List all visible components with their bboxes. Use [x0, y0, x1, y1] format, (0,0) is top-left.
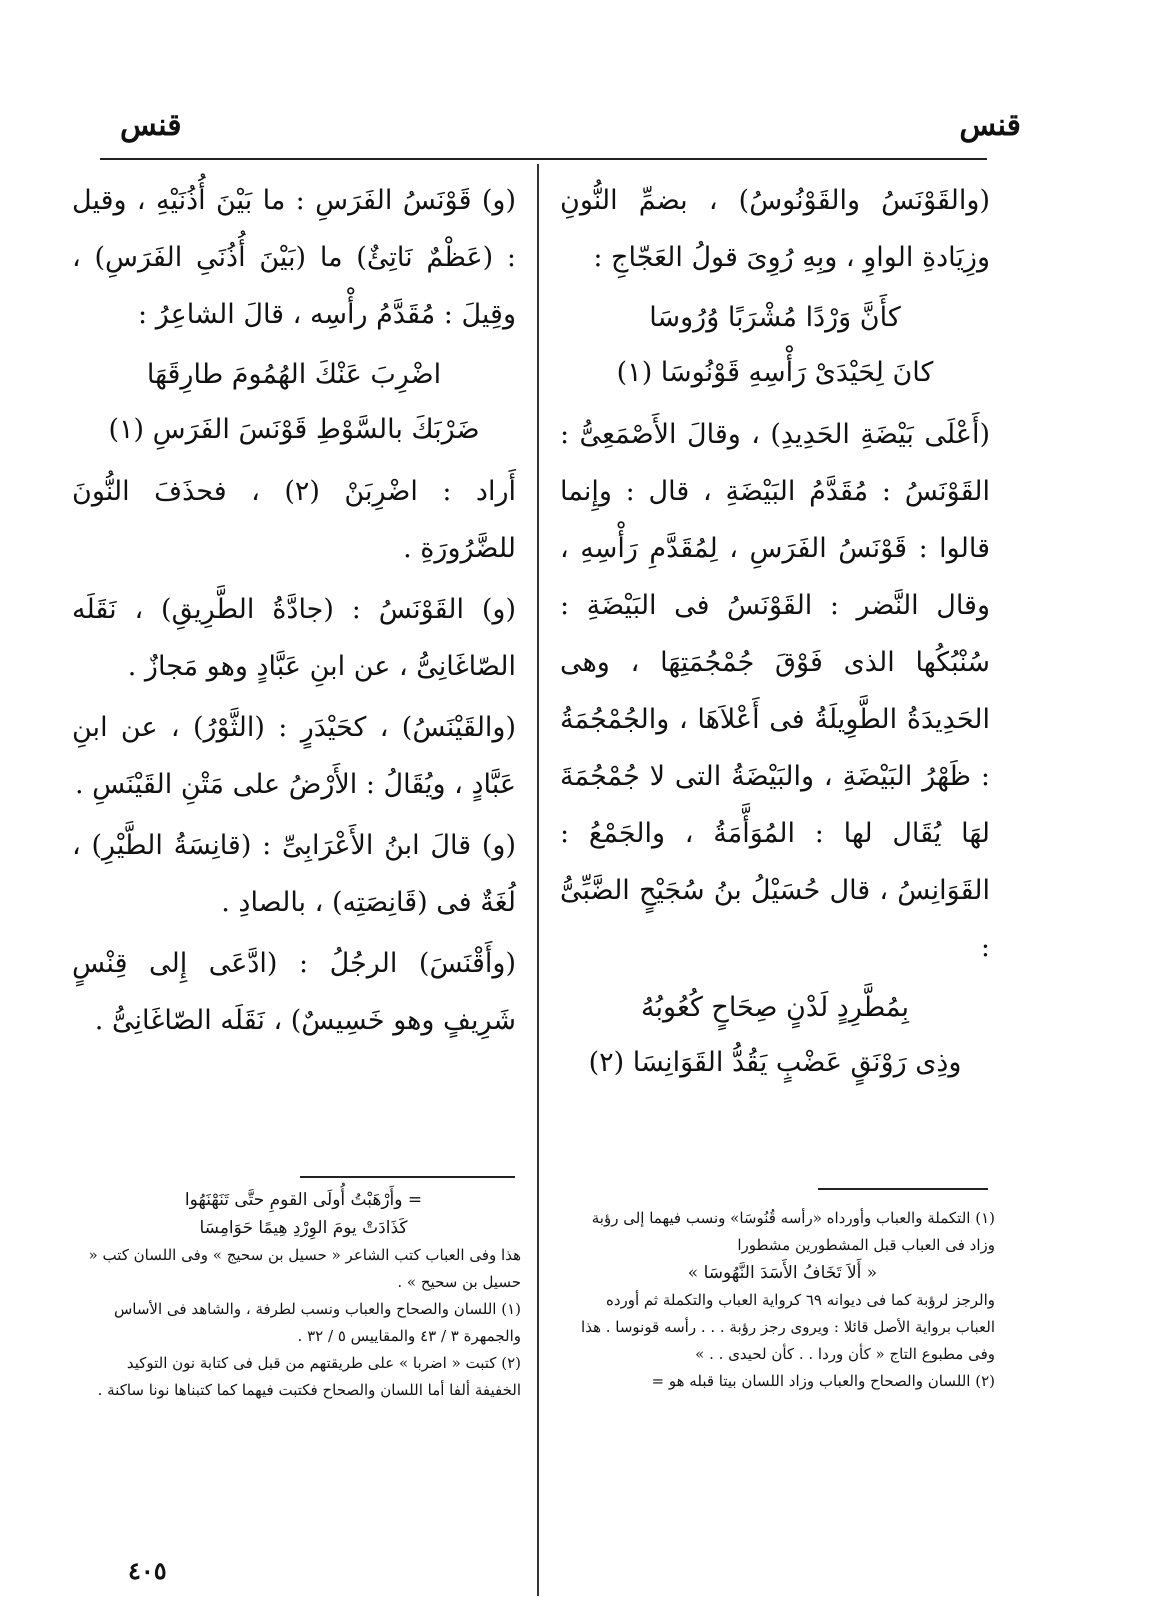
entry-road: (و) القَوْنَسُ : (جادَّةُ الطَّرِيقِ) ، نَقَلَه الصّاغَانِىُّ ، عن ابنِ عَبَّادٍ وهو مَجازٌ .: [72, 594, 516, 682]
page-number: ٤٠٥: [128, 1556, 167, 1585]
running-head-left: قنس: [120, 108, 182, 143]
header-rule: [100, 158, 987, 160]
footnote-poem-line: = وأَرْهَبْتُ أُولَى القومِ حتَّى تَنَهْنَهُوا: [184, 1190, 423, 1210]
entry-qawnas-qawnus: (والقَوْنَسُ والقَوْنُوسُ) ، بضمِّ النُّونِ وزِيَادةِ الواوِ ، وبِهِ رُوِىَ قولُ العَجّاجِ :: [560, 185, 990, 273]
entry-qaynas: (والقَيْنَسُ) ، كحَيْدَرٍ : (الثَّوْرُ) ، عن ابنِ عَبَّادٍ ، ويُقَالُ : الأَرْضُ على مَتْنِ القَيْنَسِ .: [72, 712, 516, 800]
verse-poet: [72, 347, 516, 457]
verse-hemistich: كانَ لِحَيْدَىْ رَأْسِهِ قَوْنُوسَا (١): [616, 357, 934, 388]
running-head-right: قنس: [959, 108, 1021, 143]
footnote-rule-left: [300, 1176, 515, 1178]
verse-hemistich: ضَرْبَكَ بالسَّوْطِ قَوْنَسَ الفَرَسِ (١): [108, 414, 480, 445]
footnote-2: (٢) اللسان والصحاح والعباب وزاد اللسان بيتا قبله هو =: [651, 1372, 995, 1390]
footnote-1: (١) التكملة والعباب وأورداه «رأسه قُنُوسَا» ونسب فيهما إلى رؤبة وزاد فى العباب قبل المشطورين مشطورا: [591, 1209, 995, 1254]
left-column: [72, 172, 516, 1053]
verse-hemistich: وذِى رَوْنَقٍ عَضْبٍ يَقُدُّ القَوَانِسَا (٢): [588, 1047, 962, 1078]
entry-explanation: أَراد : اضْرِبَنْ (٢) ، فحذَفَ النُّونَ للضَّرُورَةِ .: [72, 476, 516, 564]
footnotes-left: [86, 1186, 521, 1404]
column-divider: [537, 164, 539, 1596]
entry-aqnasa: (وأَقْنَسَ) الرجُلُ : (ادَّعَى إِلى قِنْسٍ شَرِيفٍ وهو خَسِيسٌ) ، نَقَلَه الصّاغَانِىُّ .: [72, 948, 516, 1036]
footnote-note: هذا وفى العباب كتب الشاعر « حسيل بن سحيج » وفى اللسان كتب « حسيل بن سحيح » .: [88, 1246, 521, 1291]
verse-husayl: [560, 980, 990, 1090]
verse-hemistich: كأَنَّ وَرْدًا مُشْرَبًا وُرُوسَا: [649, 302, 901, 333]
footnote-1-cont: والرجز لرؤبة كما فى ديوانه ٦٩ كرواية العباب والتكملة ثم أورده العباب برواية الأصل قائلا : ويروى رجز رؤبة . . . رأسه قونوسا . هذا وفى مطبوع التاج « كأن وردا . . كأن لحيدى . . »: [581, 1291, 995, 1363]
entry-helmet-top: (أَعْلَى بَيْضَةِ الحَدِيدِ) ، وقالَ الأَصْمَعِىُّ : القَوْنَسُ : مُقَدَّمُ البَيْضَةِ ، قال : وإِنما قالوا : قَوْنَسُ الفَرَسِ ، لِمُقَدَّمِ رَأْسِهِ ، وقال النَّضر : القَوْنَسُ فى البَيْضَةِ : سُنْبُكُها الذى فَوْقَ جُمْجُمَتِهَا ، وهى الحَدِيدَةُ الطَّوِيلَةُ فى أَعْلاَهَا ، والجُمْجُمَةُ : ظَهْرُ البَيْضَةِ ، والبَيْضَةُ التى لا جُمْجُمَةَ لهَا يُقَال لها : المُوَأَّمَةُ ، والجَمْعُ : القَوَانِسُ ، قال حُسَيْلُ بنُ سُجَيْحٍ الضَّبِّىُّ :: [560, 419, 990, 963]
footnote-rule-right: [818, 1188, 988, 1190]
entry-qanisa: (و) قالَ ابنُ الأَعْرَابِىِّ : (قانِسَةُ الطَّيْرِ) ، لُغَةٌ فى (قَانِصَتِه) ، بالصادِ .: [72, 830, 516, 918]
right-column: [560, 172, 990, 1096]
footnote-1: (١) اللسان والصحاح والعباب ونسب لطرفة ، والشاهد فى الأساس والجمهرة ٣ / ٤٣ والمقاييس ٥ / ٣٢ .: [113, 1300, 521, 1345]
footnote-2: (٢) كتبت « اضربا » على طريقتهم من قبل فى كتابة نون التوكيد الخفيفة ألفا أما اللسان والصحاح فكتبت فيهما كما كتبناها نونا ساكنة .: [97, 1354, 521, 1399]
entry-qawnas-horse: (و) قَوْنَسُ الفَرَسِ : ما بَيْنَ أُذُنَيْهِ ، وقيل : (عَظْمٌ نَاتِئٌ) ما (بَيْنَ أُذُنَىِ الفَرَسِ) ، وقِيلَ : مُقَدَّمُ رأْسِه ، قالَ الشاعِرُ :: [72, 185, 516, 330]
verse-ajjaj: [560, 290, 990, 400]
footnotes-right: [570, 1205, 995, 1395]
footnote-poem-line: كَذَادَتْ يومَ الوِرْدِ هِيمًا حَوَامِسَا: [199, 1218, 408, 1238]
verse-hemistich: اضْرِبَ عَنْكَ الهُمُومَ طارِقَهَا: [146, 359, 442, 390]
verse-hemistich: بِمُطَّرِدٍ لَدْنٍ صِحَاحٍ كُعُوبُهُ: [641, 992, 909, 1023]
footnote-poem: « أَلاَ تَخَافُ الأَسَدَ النَّهُوسَا »: [687, 1263, 878, 1283]
